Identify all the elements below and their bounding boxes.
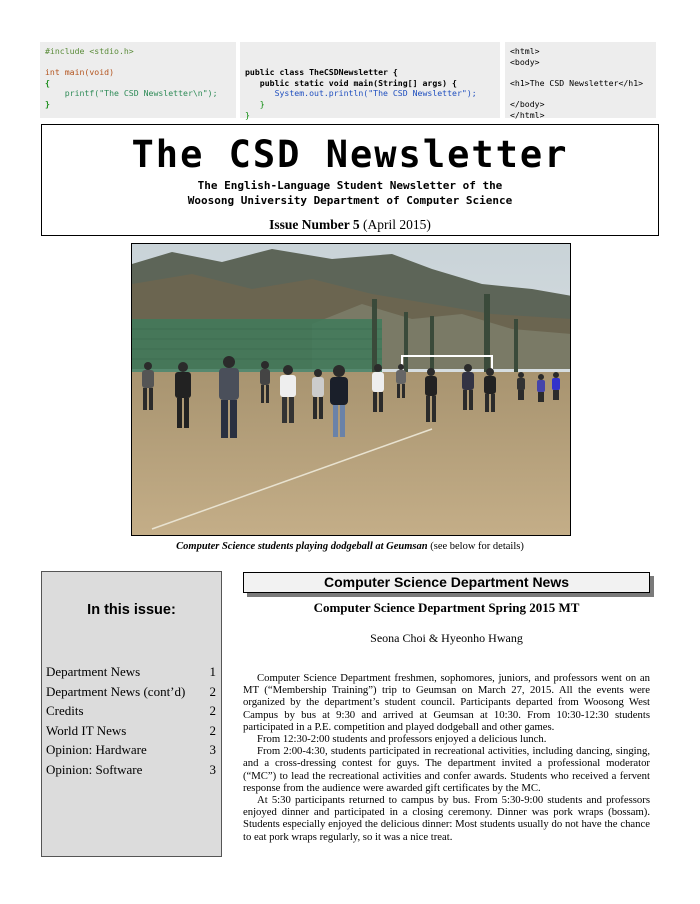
code-line: public class TheCSDNewsletter { — [245, 67, 398, 78]
newsletter-title: The CSD Newsletter — [131, 133, 569, 176]
c-code-snippet — [40, 42, 236, 118]
table-of-contents — [46, 662, 216, 780]
toc-label: Credits — [46, 703, 84, 719]
code-line: <html> — [510, 46, 540, 56]
toc-page: 2 — [209, 722, 216, 738]
toc-page: 1 — [209, 664, 216, 679]
code-line: <body> — [510, 56, 540, 67]
toc-label: Department News — [46, 664, 141, 679]
code-line: </html> — [510, 109, 545, 120]
article-paragraph: Computer Science Department freshmen, sophomores, juniors, and professors went on an MT (“Membership Training”) trip to Geumsan on March 27, 2015. All the events were organized by the department’s student council. Participants departed from Woosong West Campus by bus at 9:30 and arrived at Geumsan at 10:30. From 10:30-12:30 students participated in a P.E. competition and played dodgeball and other games. — [243, 672, 650, 733]
in-this-issue-sidebar — [41, 571, 222, 857]
article-body — [243, 672, 650, 843]
toc-label: Opinion: Hardware — [46, 742, 147, 758]
issue-date: (April 2015) — [359, 217, 431, 232]
code-line: </body> — [510, 98, 545, 109]
code-line: { — [45, 77, 50, 88]
toc-page: 2 — [209, 703, 216, 719]
issue-number: Issue Number 5 — [269, 217, 360, 232]
toc-label: Department News (cont’d) — [46, 683, 186, 699]
toc-item[interactable] — [46, 740, 216, 760]
toc-item[interactable] — [46, 721, 216, 741]
caption-bold: Computer Science students playing dodgeball at Geumsan — [176, 541, 428, 552]
java-code-snippet — [240, 42, 500, 118]
code-line: } — [245, 98, 265, 109]
sidebar-heading: In this issue: — [87, 602, 176, 618]
article-paragraph: From 2:00-4:30, students participated in recreational activities, including dancing, singing, and a cross-dressing contest for guys. The department invited a professional moderator (“MC”) to lead the recreational activities and confer awards. Students who received a fervent response from the audience were awarded gift certificates by the MC. — [243, 745, 650, 794]
code-line: } — [45, 98, 50, 109]
photo-caption — [0, 541, 700, 552]
toc-label: Opinion: Software — [46, 761, 143, 777]
section-header: Computer Science Department News — [243, 572, 650, 593]
code-line: printf("The CSD Newsletter\n"); — [45, 88, 218, 99]
toc-page: 3 — [209, 761, 216, 777]
article-authors: Seona Choi & Hyeonho Hwang — [370, 631, 523, 645]
code-line: <h1>The CSD Newsletter</h1> — [510, 77, 644, 88]
masthead — [41, 124, 659, 236]
toc-page: 2 — [209, 683, 216, 699]
html-code-snippet — [505, 42, 656, 118]
subtitle-line-1: The English-Language Student Newsletter of the — [197, 179, 503, 192]
code-line: int main(void) — [45, 67, 115, 78]
article-title: Computer Science Department Spring 2015 MT — [313, 600, 580, 615]
dodgeball-photo — [131, 243, 571, 536]
toc-page: 3 — [209, 742, 216, 758]
toc-item[interactable] — [46, 662, 216, 682]
code-line: } — [245, 109, 250, 120]
toc-item[interactable] — [46, 701, 216, 721]
issue-line — [42, 217, 658, 233]
code-line: public static void main(String[] args) { — [245, 77, 457, 88]
article-paragraph: At 5:30 participants returned to campus by bus. From 5:30-9:00 students and professors enjoyed dinner and participated in a closing ceremony. Dinner was pork wraps (bossam). Students especially enjoyed the delicious dinner: Most students usually do not have the chance to eat pork wraps regularly, so it was a nice treat. — [243, 794, 650, 843]
toc-label: World IT News — [46, 722, 127, 738]
toc-item[interactable] — [46, 760, 216, 780]
subtitle-line-2: Woosong University Department of Computer Science — [187, 194, 513, 207]
article-paragraph: From 12:30-2:00 students and professors enjoyed a delicious lunch. — [257, 733, 547, 746]
toc-item[interactable] — [46, 682, 216, 702]
code-line: #include <stdio.h> — [45, 46, 134, 56]
code-line: System.out.println("The CSD Newsletter"); — [245, 88, 477, 99]
caption-rest: (see below for details) — [427, 541, 524, 552]
